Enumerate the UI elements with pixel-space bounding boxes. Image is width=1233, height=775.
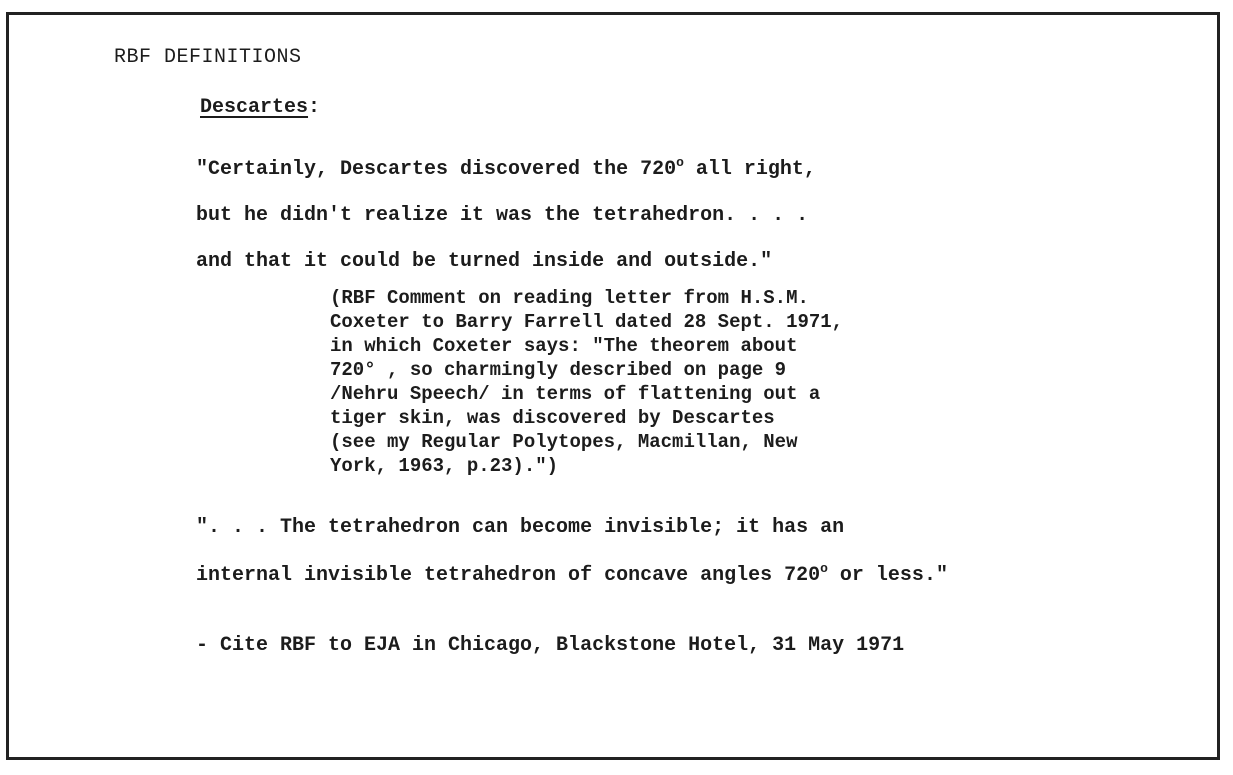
note-line: York, 1963, p.23).") xyxy=(330,455,559,477)
citation: - Cite RBF to EJA in Chicago, Blackstone Hotel, 31 May 1971 xyxy=(196,634,905,657)
note-line: Coxeter to Barry Farrell dated 28 Sept. 1971, xyxy=(330,311,844,333)
note-line: tiger skin, was discovered by Descartes xyxy=(330,407,775,429)
quote-text: all right, xyxy=(683,158,816,181)
degree-mark: o xyxy=(820,561,828,576)
degree-mark: o xyxy=(676,155,684,170)
note-line: in which Coxeter says: "The theorem about xyxy=(330,335,798,357)
note-line: (see my Regular Polytopes, Macmillan, New xyxy=(330,431,798,453)
quote-text: "Certainly, Descartes discovered the 720 xyxy=(196,158,677,181)
quote-line xyxy=(196,561,948,587)
quote-line xyxy=(196,250,772,273)
note-line: 720° , so charmingly described on page 9 xyxy=(330,359,787,381)
quote-text: or less." xyxy=(827,564,948,587)
term-suffix: : xyxy=(308,96,321,119)
quote-line xyxy=(196,204,808,227)
quote-text: but he didn't realize it was the tetrahedron. . . . xyxy=(196,204,809,227)
quote-line xyxy=(196,516,844,539)
quote-text: and that it could be turned inside and outside." xyxy=(196,250,773,273)
quote-text: internal invisible tetrahedron of concave angles 720 xyxy=(196,564,821,587)
quote-line xyxy=(196,155,816,181)
document-heading: RBF DEFINITIONS xyxy=(114,46,302,69)
term-label: Descartes xyxy=(200,96,309,119)
quote-text: ". . . The tetrahedron can become invisible; it has an xyxy=(196,516,845,539)
note-line: (RBF Comment on reading letter from H.S.M. xyxy=(330,287,809,309)
term-heading xyxy=(200,96,320,119)
note-line: /Nehru Speech/ in terms of flattening out a xyxy=(330,383,821,405)
comment-note xyxy=(330,286,843,478)
